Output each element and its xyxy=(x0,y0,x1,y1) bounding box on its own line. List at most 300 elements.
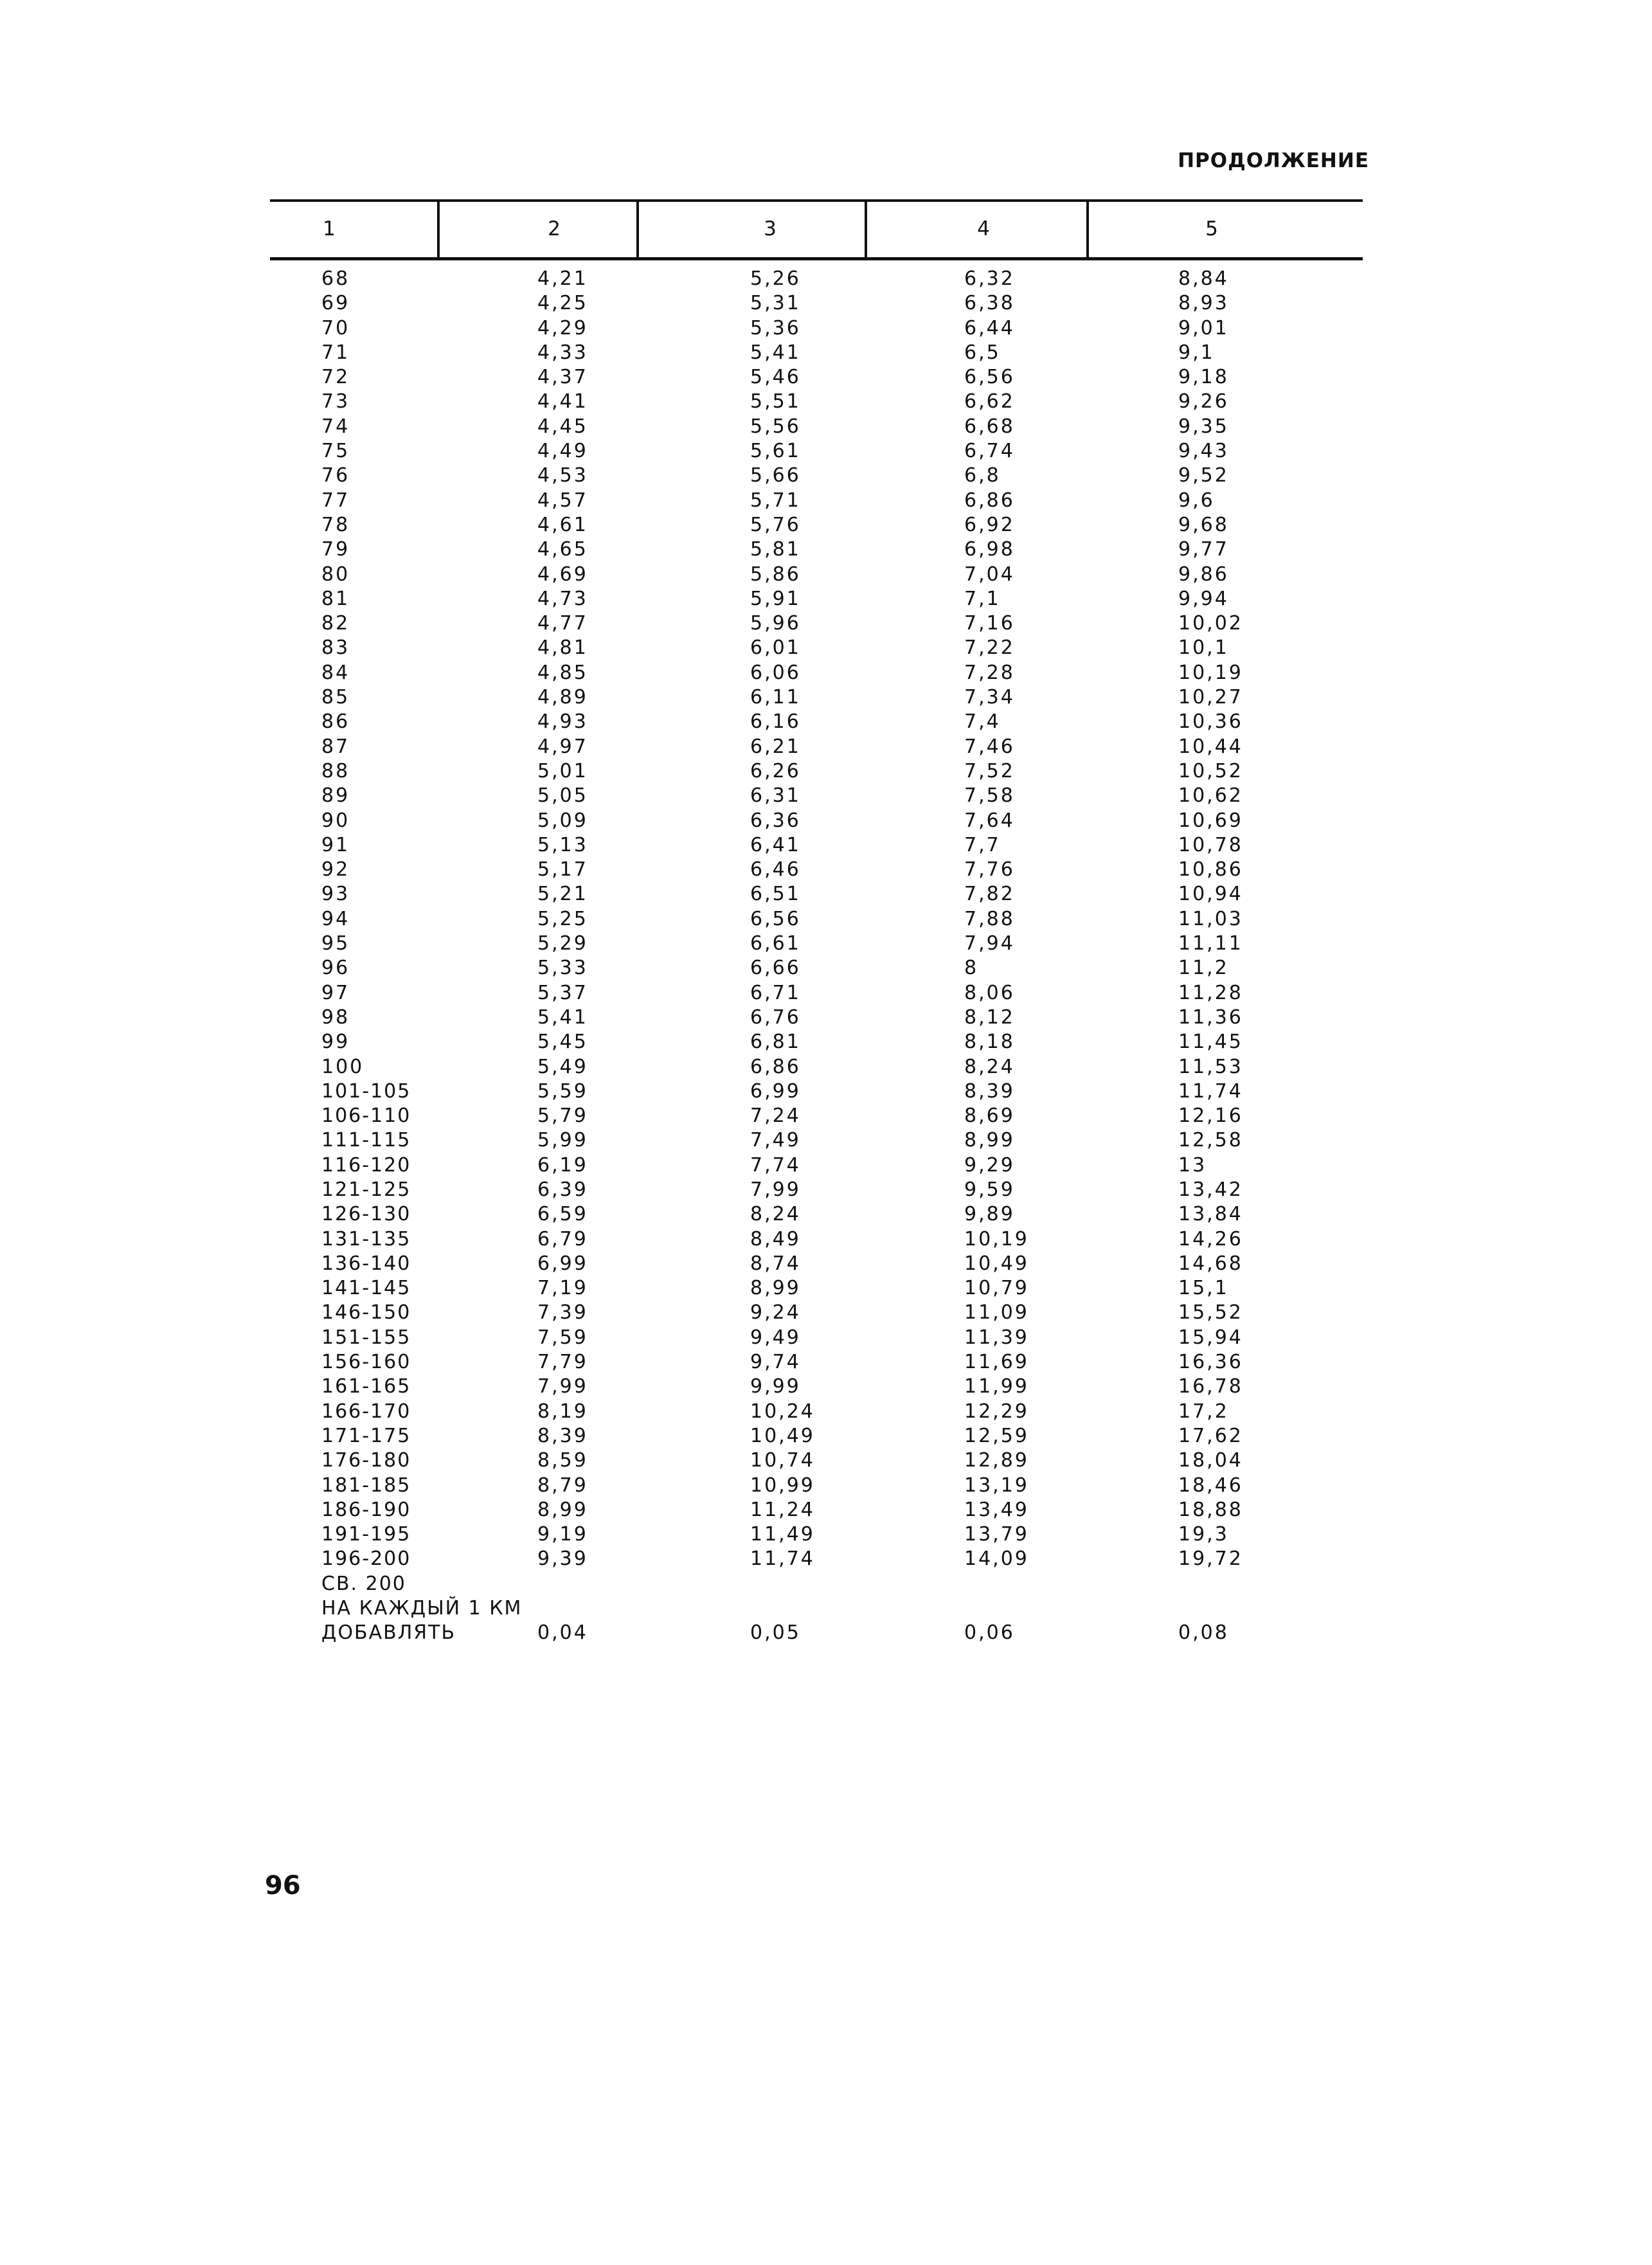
table-row xyxy=(0,489,1652,513)
table-cell-col1: 97 xyxy=(321,981,350,1004)
table-cell-col3: 5,76 xyxy=(750,513,801,536)
table-cell-col5: 11,36 xyxy=(1178,1006,1243,1029)
table-cell-col3: 5,86 xyxy=(750,563,801,586)
table-row xyxy=(0,316,1652,341)
table-cell-col3: 6,01 xyxy=(750,636,801,660)
table-cell-col3: 6,86 xyxy=(750,1055,801,1078)
table-cell-col5: 9,52 xyxy=(1178,464,1229,487)
table-cell-col2: 4,61 xyxy=(537,513,588,536)
table-row xyxy=(0,1547,1652,1571)
table-cell-col5: 11,2 xyxy=(1178,957,1229,980)
table-cell-col4: 6,98 xyxy=(964,538,1015,561)
table-cell-col4: 6,32 xyxy=(964,267,1015,290)
table-row xyxy=(0,1572,1652,1596)
table-cell-col3: 6,76 xyxy=(750,1006,801,1029)
table-cell-col2: 5,09 xyxy=(537,809,588,832)
table-cell-col1: 176-180 xyxy=(321,1449,411,1472)
table-cell-col1: 186-190 xyxy=(321,1498,411,1521)
table-cell-col1: 85 xyxy=(321,686,350,709)
table-cell-col2: 4,41 xyxy=(537,390,588,413)
table-cell-col4: 6,8 xyxy=(964,464,1001,487)
table-cell-col4: 10,79 xyxy=(964,1277,1029,1300)
table-cell-col5: 9,35 xyxy=(1178,415,1229,438)
table-cell-col5: 9,26 xyxy=(1178,390,1229,413)
table-cell-col2: 5,37 xyxy=(537,981,588,1004)
table-cell-col2: 4,93 xyxy=(537,710,588,734)
table-cell-col2: 5,25 xyxy=(537,907,588,930)
table-cell-col3: 5,61 xyxy=(750,440,801,463)
table-row xyxy=(0,907,1652,932)
table-cell-col2: 4,97 xyxy=(537,735,588,758)
table-cell-col2: 7,39 xyxy=(537,1301,588,1324)
table-cell-col5: 11,74 xyxy=(1178,1079,1243,1103)
table-cell-col3: 7,24 xyxy=(750,1105,801,1128)
table-cell-col3: 6,31 xyxy=(750,784,801,808)
table-cell-col1: 116-120 xyxy=(321,1153,411,1177)
table-cell-col2: 9,39 xyxy=(537,1548,588,1571)
table-cell-col5: 9,94 xyxy=(1178,587,1229,610)
table-cell-col5: 8,84 xyxy=(1178,267,1229,290)
table-cell-col1: 161-165 xyxy=(321,1375,411,1398)
table-row xyxy=(0,685,1652,710)
table-cell-col2: 7,79 xyxy=(537,1351,588,1374)
table-row xyxy=(0,1301,1652,1325)
table-cell-col4: 8,24 xyxy=(964,1055,1015,1078)
table-body xyxy=(0,267,1652,1646)
table-cell-col5: 15,52 xyxy=(1178,1301,1243,1324)
table-cell-col4: 12,89 xyxy=(964,1449,1029,1472)
table-row xyxy=(0,882,1652,907)
table-cell-col2: 4,73 xyxy=(537,587,588,610)
table-cell-col4: 8,69 xyxy=(964,1105,1015,1128)
table-cell-col4: 12,59 xyxy=(964,1424,1029,1447)
table-cell-col5: 9,43 xyxy=(1178,440,1229,463)
table-cell-col1: 141-145 xyxy=(321,1277,411,1300)
table-cell-col5: 10,44 xyxy=(1178,735,1243,758)
table-cell-col5: 17,62 xyxy=(1178,1424,1243,1447)
table-cell-col5: 10,69 xyxy=(1178,809,1243,832)
table-cell-col3: 6,06 xyxy=(750,661,801,684)
table-cell-col1: 72 xyxy=(321,366,350,389)
table-cell-col5: 12,16 xyxy=(1178,1105,1243,1128)
table-cell-col1: 131-135 xyxy=(321,1227,411,1250)
table-cell-col3: 7,74 xyxy=(750,1153,801,1177)
table-cell-col4: 11,09 xyxy=(964,1301,1029,1324)
table-cell-col4: 12,29 xyxy=(964,1400,1029,1423)
table-cell-col3: 0,05 xyxy=(750,1621,801,1645)
table-cell-col2: 4,69 xyxy=(537,563,588,586)
table-cell-col1: 77 xyxy=(321,489,350,512)
table-row xyxy=(0,1252,1652,1276)
table-cell-col2: 8,39 xyxy=(537,1424,588,1447)
table-cell-col3: 5,91 xyxy=(750,587,801,610)
table-cell-col1: НА КАЖДЫЙ 1 КМ xyxy=(321,1597,523,1620)
table-row xyxy=(0,1350,1652,1375)
table-row xyxy=(0,439,1652,464)
table-cell-col2: 5,33 xyxy=(537,957,588,980)
table-cell-col5: 16,36 xyxy=(1178,1351,1243,1374)
table-top-rule xyxy=(270,199,1363,202)
table-cell-col2: 4,21 xyxy=(537,267,588,290)
table-cell-col4: 11,39 xyxy=(964,1326,1029,1349)
table-cell-col1: 92 xyxy=(321,858,350,881)
table-cell-col4: 7,58 xyxy=(964,784,1015,808)
table-cell-col2: 4,53 xyxy=(537,464,588,487)
table-cell-col5: 19,3 xyxy=(1178,1523,1229,1546)
table-cell-col4: 6,68 xyxy=(964,415,1015,438)
table-row xyxy=(0,1030,1652,1054)
table-cell-col4: 7,28 xyxy=(964,661,1015,684)
table-cell-col4: 7,46 xyxy=(964,735,1015,758)
table-cell-col4: 14,09 xyxy=(964,1548,1029,1571)
table-cell-col3: 8,74 xyxy=(750,1252,801,1275)
table-cell-col1: 81 xyxy=(321,587,350,610)
table-row xyxy=(0,267,1652,291)
table-cell-col1: 126-130 xyxy=(321,1203,411,1226)
table-cell-col2: 7,19 xyxy=(537,1277,588,1300)
table-cell-col3: 9,99 xyxy=(750,1375,801,1398)
table-cell-col2: 8,19 xyxy=(537,1400,588,1423)
table-cell-col5: 11,28 xyxy=(1178,981,1243,1004)
table-cell-col2: 4,77 xyxy=(537,612,588,635)
table-cell-col5: 10,36 xyxy=(1178,710,1243,734)
table-cell-col1: 87 xyxy=(321,735,350,758)
table-cell-col1: 166-170 xyxy=(321,1400,411,1423)
table-row xyxy=(0,464,1652,488)
table-cell-col1: 146-150 xyxy=(321,1301,411,1324)
table-cell-col5: 11,03 xyxy=(1178,907,1243,930)
table-cell-col4: 7,82 xyxy=(964,883,1015,906)
table-row xyxy=(0,1006,1652,1030)
table-cell-col3: 6,26 xyxy=(750,759,801,782)
table-cell-col5: 11,53 xyxy=(1178,1055,1243,1078)
table-cell-col1: 111-115 xyxy=(321,1129,411,1152)
table-row xyxy=(0,661,1652,685)
table-row xyxy=(0,1153,1652,1178)
table-cell-col1: 191-195 xyxy=(321,1523,411,1546)
table-cell-col4: 7,52 xyxy=(964,759,1015,782)
table-cell-col4: 13,19 xyxy=(964,1474,1029,1497)
table-row xyxy=(0,1596,1652,1621)
table-cell-col5: 10,52 xyxy=(1178,759,1243,782)
table-cell-col1: 95 xyxy=(321,932,350,955)
table-cell-col4: 7,64 xyxy=(964,809,1015,832)
table-cell-col3: 5,81 xyxy=(750,538,801,561)
table-cell-col3: 10,99 xyxy=(750,1474,815,1497)
table-row xyxy=(0,513,1652,537)
column-separator-3 xyxy=(865,201,867,258)
table-row xyxy=(0,587,1652,611)
table-cell-col3: 6,11 xyxy=(750,686,801,709)
table-cell-col5: 15,94 xyxy=(1178,1326,1243,1349)
table-cell-col4: 11,69 xyxy=(964,1351,1029,1374)
table-row xyxy=(0,1276,1652,1301)
table-row xyxy=(0,1474,1652,1498)
table-cell-col4: 7,1 xyxy=(964,587,1001,610)
table-cell-col1: 68 xyxy=(321,267,350,290)
table-cell-col1: 74 xyxy=(321,415,350,438)
table-cell-col4: 10,49 xyxy=(964,1252,1029,1275)
table-cell-col3: 5,41 xyxy=(750,341,801,364)
table-cell-col4: 8,12 xyxy=(964,1006,1015,1029)
table-cell-col4: 8,18 xyxy=(964,1031,1015,1054)
table-row xyxy=(0,833,1652,858)
table-cell-col3: 6,99 xyxy=(750,1079,801,1103)
table-cell-col3: 5,36 xyxy=(750,316,801,339)
table-row xyxy=(0,710,1652,734)
table-cell-col3: 10,24 xyxy=(750,1400,815,1423)
table-cell-col1: 196-200 xyxy=(321,1548,411,1571)
table-cell-col4: 8 xyxy=(964,957,979,980)
table-row xyxy=(0,611,1652,636)
table-row xyxy=(0,563,1652,587)
table-cell-col2: 5,21 xyxy=(537,883,588,906)
table-cell-col1: 80 xyxy=(321,563,350,586)
table-cell-col4: 6,5 xyxy=(964,341,1001,364)
table-cell-col3: 6,81 xyxy=(750,1031,801,1054)
table-cell-col3: 6,46 xyxy=(750,858,801,881)
table-cell-col2: 7,59 xyxy=(537,1326,588,1349)
table-row xyxy=(0,636,1652,660)
table-cell-col3: 6,16 xyxy=(750,710,801,734)
table-cell-col2: 9,19 xyxy=(537,1523,588,1546)
table-cell-col4: 6,74 xyxy=(964,440,1015,463)
table-cell-col1: 100 xyxy=(321,1055,364,1078)
table-cell-col1: 106-110 xyxy=(321,1105,411,1128)
table-cell-col3: 6,36 xyxy=(750,809,801,832)
table-row xyxy=(0,1104,1652,1128)
table-cell-col5: 13 xyxy=(1178,1153,1207,1177)
table-cell-col2: 0,04 xyxy=(537,1621,588,1645)
table-cell-col5: 16,78 xyxy=(1178,1375,1243,1398)
table-cell-col1: 99 xyxy=(321,1031,350,1054)
table-row xyxy=(0,1522,1652,1547)
table-cell-col3: 9,49 xyxy=(750,1326,801,1349)
table-cell-col1: 76 xyxy=(321,464,350,487)
table-cell-col2: 5,49 xyxy=(537,1055,588,1078)
table-cell-col3: 5,26 xyxy=(750,267,801,290)
table-row xyxy=(0,956,1652,980)
table-cell-col2: 4,25 xyxy=(537,292,588,315)
table-row xyxy=(0,537,1652,562)
table-cell-col4: 9,89 xyxy=(964,1203,1015,1226)
table-cell-col5: 10,27 xyxy=(1178,686,1243,709)
table-row xyxy=(0,1055,1652,1079)
table-cell-col4: 7,34 xyxy=(964,686,1015,709)
table-cell-col4: 7,04 xyxy=(964,563,1015,586)
table-cell-col5: 10,94 xyxy=(1178,883,1243,906)
table-cell-col5: 9,86 xyxy=(1178,563,1229,586)
table-cell-col5: 9,1 xyxy=(1178,341,1215,364)
table-cell-col1: 91 xyxy=(321,833,350,856)
table-cell-col3: 11,74 xyxy=(750,1548,815,1571)
table-cell-col3: 6,61 xyxy=(750,932,801,955)
table-cell-col3: 5,56 xyxy=(750,415,801,438)
table-row xyxy=(0,291,1652,316)
table-cell-col5: 9,18 xyxy=(1178,366,1229,389)
table-cell-col3: 9,74 xyxy=(750,1351,801,1374)
table-cell-col1: 151-155 xyxy=(321,1326,411,1349)
table-cell-col1: 98 xyxy=(321,1006,350,1029)
column-separator-1 xyxy=(437,201,440,258)
table-cell-col4: 9,29 xyxy=(964,1153,1015,1177)
table-cell-col1: ДОБАВЛЯТЬ xyxy=(321,1621,456,1645)
table-row xyxy=(0,1424,1652,1448)
column-separator-2 xyxy=(636,201,639,258)
table-cell-col1: 83 xyxy=(321,636,350,660)
table-row xyxy=(0,1375,1652,1399)
table-cell-col3: 7,99 xyxy=(750,1178,801,1201)
table-row xyxy=(0,1498,1652,1522)
table-cell-col5: 10,02 xyxy=(1178,612,1243,635)
table-row xyxy=(0,759,1652,784)
table-cell-col1: 121-125 xyxy=(321,1178,411,1201)
table-cell-col4: 8,39 xyxy=(964,1079,1015,1103)
table-cell-col1: СВ. 200 xyxy=(321,1572,406,1595)
table-cell-col1: 136-140 xyxy=(321,1252,411,1275)
table-row xyxy=(0,390,1652,414)
table-cell-col4: 6,62 xyxy=(964,390,1015,413)
table-cell-col1: 82 xyxy=(321,612,350,635)
table-cell-col3: 5,46 xyxy=(750,366,801,389)
table-cell-col5: 17,2 xyxy=(1178,1400,1229,1423)
table-row xyxy=(0,1227,1652,1252)
table-cell-col3: 11,49 xyxy=(750,1523,815,1546)
table-cell-col2: 5,29 xyxy=(537,932,588,955)
table-cell-col3: 6,66 xyxy=(750,957,801,980)
table-row xyxy=(0,1448,1652,1473)
table-cell-col1: 90 xyxy=(321,809,350,832)
table-cell-col5: 10,86 xyxy=(1178,858,1243,881)
table-cell-col4: 9,59 xyxy=(964,1178,1015,1201)
table-cell-col3: 10,49 xyxy=(750,1424,815,1447)
table-cell-col4: 6,92 xyxy=(964,513,1015,536)
table-cell-col1: 156-160 xyxy=(321,1351,411,1374)
table-cell-col1: 86 xyxy=(321,710,350,734)
table-cell-col2: 5,05 xyxy=(537,784,588,808)
table-cell-col4: 6,44 xyxy=(964,316,1015,339)
table-cell-col2: 5,59 xyxy=(537,1079,588,1103)
column-header-1: 1 xyxy=(323,217,336,240)
table-cell-col2: 5,41 xyxy=(537,1006,588,1029)
table-row xyxy=(0,784,1652,808)
table-cell-col1: 73 xyxy=(321,390,350,413)
table-cell-col4: 6,56 xyxy=(964,366,1015,389)
table-cell-col3: 8,49 xyxy=(750,1227,801,1250)
column-header-4: 4 xyxy=(977,217,990,240)
page-number: 96 xyxy=(265,1871,301,1900)
table-cell-col1: 78 xyxy=(321,513,350,536)
table-cell-col2: 7,99 xyxy=(537,1375,588,1398)
table-cell-col5: 14,68 xyxy=(1178,1252,1243,1275)
table-cell-col1: 94 xyxy=(321,907,350,930)
table-row xyxy=(0,1326,1652,1350)
table-cell-col1: 75 xyxy=(321,440,350,463)
table-cell-col2: 8,99 xyxy=(537,1498,588,1521)
table-cell-col5: 18,46 xyxy=(1178,1474,1243,1497)
table-cell-col1: 96 xyxy=(321,957,350,980)
table-row xyxy=(0,1400,1652,1424)
table-cell-col2: 6,39 xyxy=(537,1178,588,1201)
table-cell-col3: 6,56 xyxy=(750,907,801,930)
column-header-3: 3 xyxy=(764,217,777,240)
table-cell-col1: 70 xyxy=(321,316,350,339)
table-cell-col5: 13,84 xyxy=(1178,1203,1243,1226)
table-cell-col2: 4,29 xyxy=(537,316,588,339)
table-row xyxy=(0,365,1652,390)
table-cell-col4: 7,88 xyxy=(964,907,1015,930)
table-cell-col1: 181-185 xyxy=(321,1474,411,1497)
table-cell-col2: 4,37 xyxy=(537,366,588,389)
table-cell-col2: 5,17 xyxy=(537,858,588,881)
table-cell-col5: 9,6 xyxy=(1178,489,1215,512)
table-row xyxy=(0,1128,1652,1153)
table-cell-col1: 93 xyxy=(321,883,350,906)
table-cell-col5: 8,93 xyxy=(1178,292,1229,315)
table-cell-col5: 14,26 xyxy=(1178,1227,1243,1250)
table-cell-col2: 4,81 xyxy=(537,636,588,660)
table-cell-col4: 6,38 xyxy=(964,292,1015,315)
table-cell-col1: 79 xyxy=(321,538,350,561)
table-row xyxy=(0,809,1652,833)
table-row xyxy=(0,1178,1652,1202)
table-cell-col2: 8,59 xyxy=(537,1449,588,1472)
table-cell-col2: 6,19 xyxy=(537,1153,588,1177)
table-cell-col3: 6,41 xyxy=(750,833,801,856)
table-cell-col4: 11,99 xyxy=(964,1375,1029,1398)
table-cell-col2: 5,99 xyxy=(537,1129,588,1152)
table-cell-col2: 8,79 xyxy=(537,1474,588,1497)
table-cell-col5: 18,88 xyxy=(1178,1498,1243,1521)
table-cell-col2: 4,49 xyxy=(537,440,588,463)
table-cell-col4: 13,49 xyxy=(964,1498,1029,1521)
column-separator-4 xyxy=(1086,201,1089,258)
table-cell-col5: 18,04 xyxy=(1178,1449,1243,1472)
table-cell-col2: 4,89 xyxy=(537,686,588,709)
table-cell-col4: 8,99 xyxy=(964,1129,1015,1152)
table-row xyxy=(0,981,1652,1006)
table-cell-col5: 10,78 xyxy=(1178,833,1243,856)
table-cell-col1: 88 xyxy=(321,759,350,782)
table-row xyxy=(0,1202,1652,1227)
table-cell-col5: 11,45 xyxy=(1178,1031,1243,1054)
table-cell-col3: 5,66 xyxy=(750,464,801,487)
table-cell-col4: 7,94 xyxy=(964,932,1015,955)
table-cell-col1: 101-105 xyxy=(321,1079,411,1103)
table-cell-col2: 5,79 xyxy=(537,1105,588,1128)
table-cell-col3: 7,49 xyxy=(750,1129,801,1152)
table-row xyxy=(0,341,1652,365)
table-cell-col4: 7,16 xyxy=(964,612,1015,635)
table-cell-col1: 89 xyxy=(321,784,350,808)
table-cell-col5: 11,11 xyxy=(1178,932,1243,955)
table-cell-col3: 5,51 xyxy=(750,390,801,413)
column-header-2: 2 xyxy=(548,217,561,240)
table-cell-col1: 71 xyxy=(321,341,350,364)
table-cell-col3: 5,71 xyxy=(750,489,801,512)
table-cell-col1: 69 xyxy=(321,292,350,315)
table-cell-col2: 5,01 xyxy=(537,759,588,782)
table-cell-col3: 10,74 xyxy=(750,1449,815,1472)
table-cell-col5: 9,01 xyxy=(1178,316,1229,339)
table-cell-col5: 19,72 xyxy=(1178,1548,1243,1571)
table-row xyxy=(0,858,1652,882)
table-cell-col3: 8,99 xyxy=(750,1277,801,1300)
table-cell-col4: 8,06 xyxy=(964,981,1015,1004)
table-row xyxy=(0,1079,1652,1104)
table-cell-col3: 6,71 xyxy=(750,981,801,1004)
table-cell-col2: 4,45 xyxy=(537,415,588,438)
